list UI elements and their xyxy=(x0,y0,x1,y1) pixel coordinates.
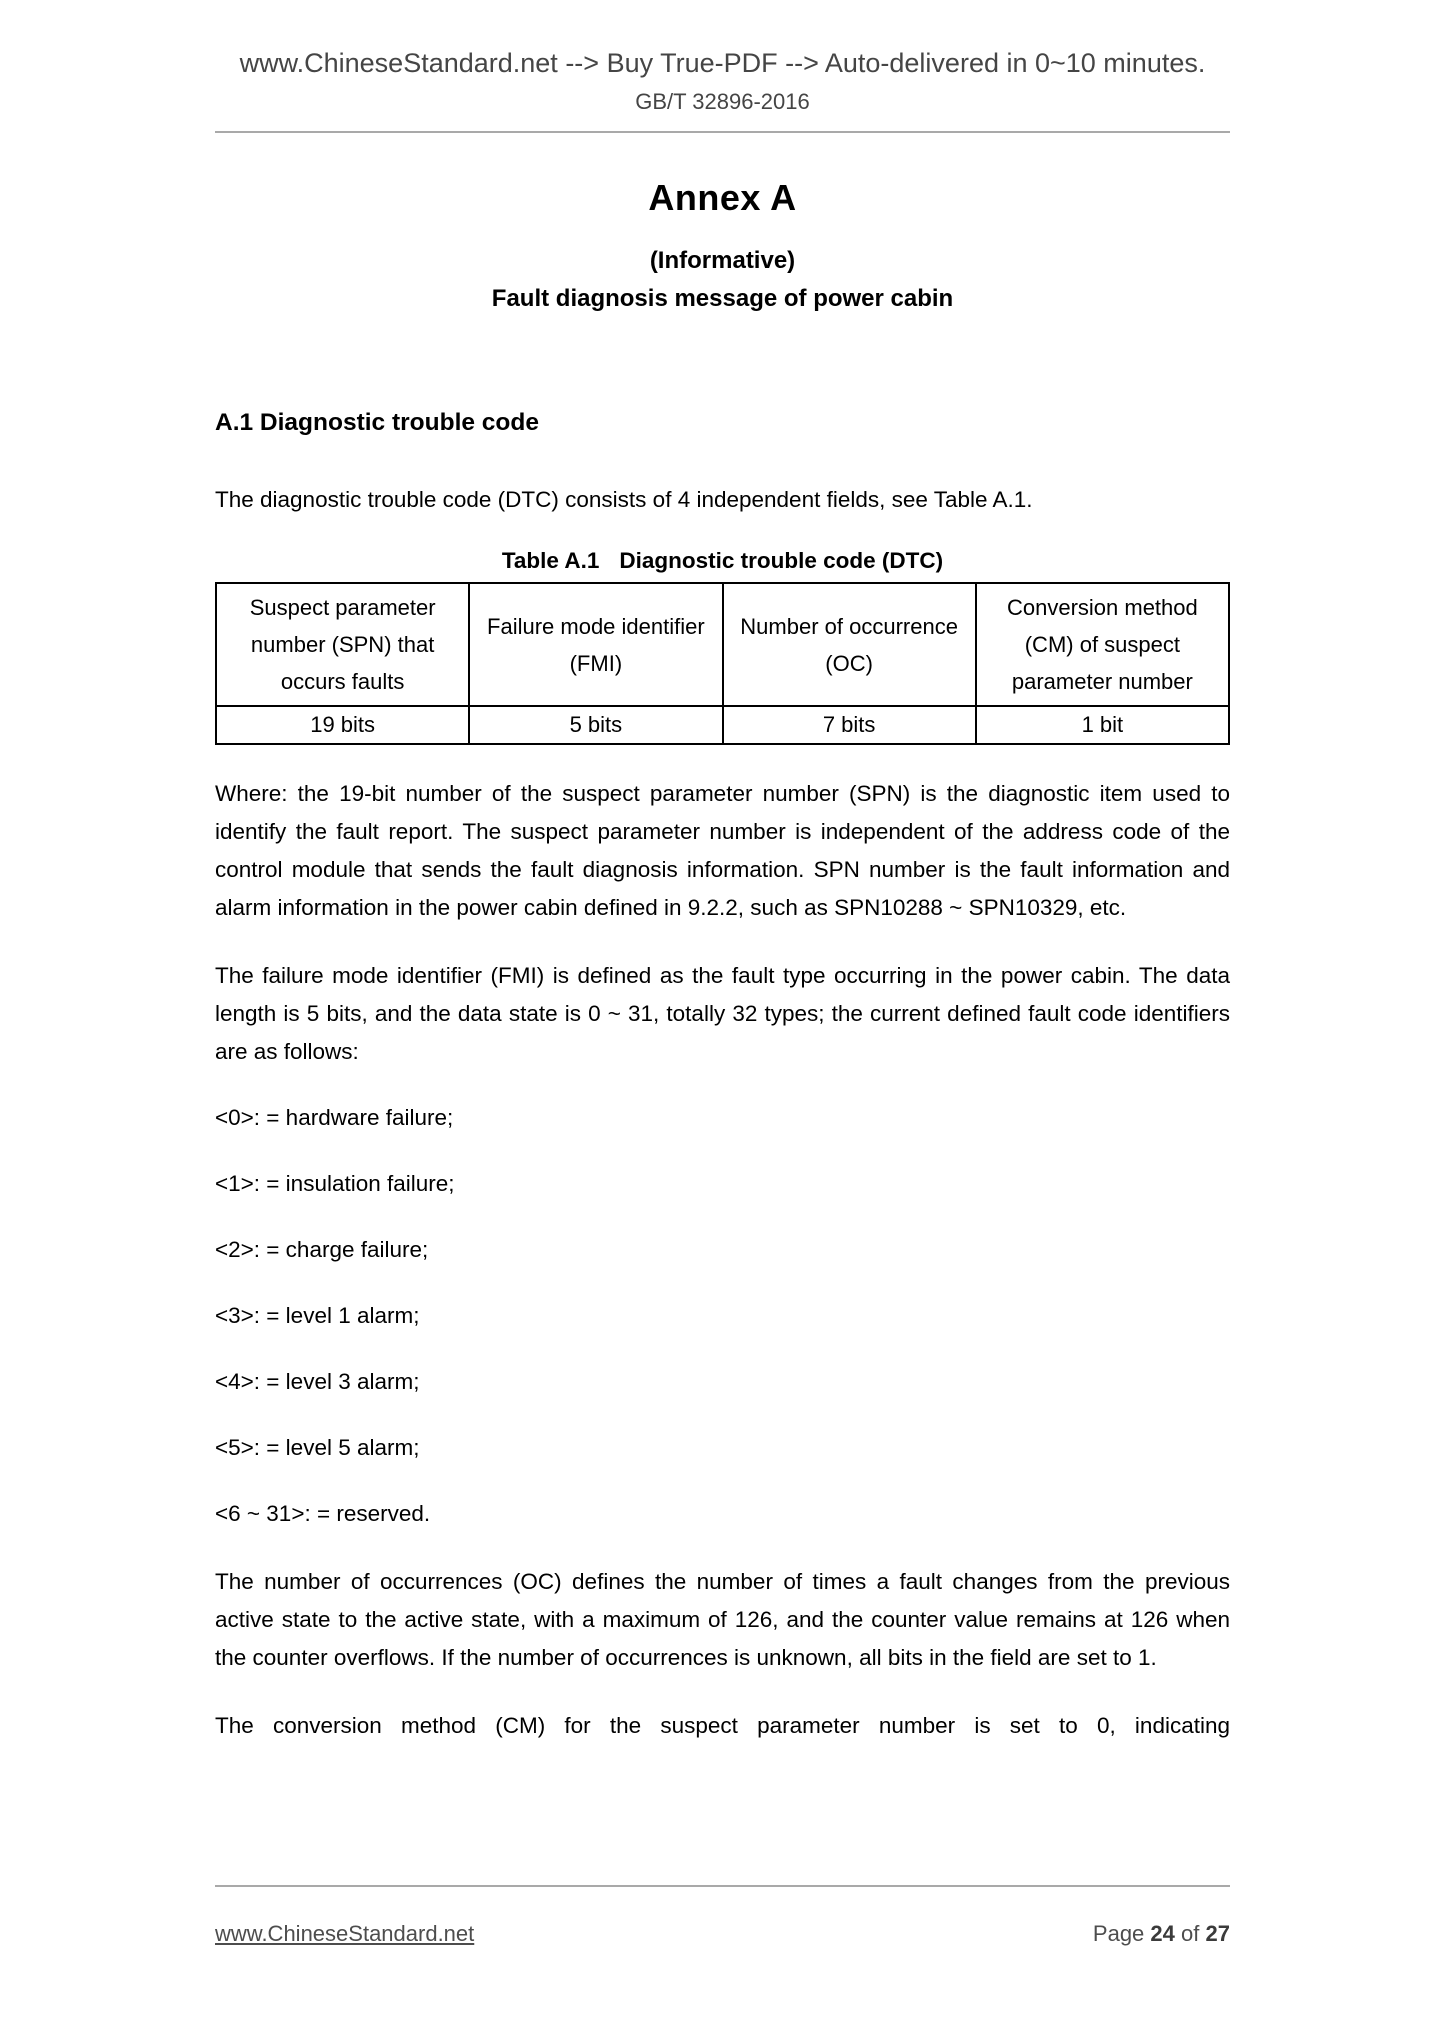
header-divider xyxy=(215,131,1230,133)
paragraph-oc: The number of occurrences (OC) defines the number of times a fault changes from the previous active state to the active state, with a maximum of 126, and the counter value remains at 126 when the counter overflows. If the number of occurrences is unknown, all bits in the field are set to 1. xyxy=(215,1569,1230,1670)
dtc-col-cm-header: Conversion method (CM) of suspect parameter number xyxy=(976,583,1229,706)
fault-code-item-6: <6 ~ 31>: = reserved. xyxy=(215,1501,431,1526)
page-current: 24 xyxy=(1150,1921,1175,1946)
fault-code-item-4: <4>: = level 3 alarm; xyxy=(215,1369,420,1394)
paragraph-cm: The conversion method (CM) for the suspect parameter number is set to 0, indicating xyxy=(215,1713,1230,1738)
dtc-col-cm-bits: 1 bit xyxy=(976,706,1229,744)
section-heading: A.1 Diagnostic trouble code xyxy=(215,409,539,436)
table-caption-title: Diagnostic trouble code (DTC) xyxy=(619,548,944,573)
dtc-col-oc-header: Number of occurrence (OC) xyxy=(723,583,976,706)
fault-code-list xyxy=(215,1099,1230,1533)
page-label: Page xyxy=(1092,1921,1145,1946)
dtc-table-value-row xyxy=(216,706,1229,744)
fault-code-item-0: <0>: = hardware failure; xyxy=(215,1105,454,1130)
fault-code-item-2: <2>: = charge failure; xyxy=(215,1237,429,1262)
page-header xyxy=(0,0,1445,115)
paragraph-spn-where: Where: the 19-bit number of the suspect parameter number (SPN) is the diagnostic item used to identify the fault report. The suspect parameter number is independent of the address code of the control module that sends the fault diagnosis information. SPN number is the fault information and alarm information in the power cabin defined in 9.2.2, such as SPN10288 ~ SPN10329, etc. xyxy=(215,781,1230,920)
page-total: 27 xyxy=(1205,1921,1230,1946)
paragraph-intro: The diagnostic trouble code (DTC) consists of 4 independent fields, see Table A.1. xyxy=(215,487,1033,512)
dtc-col-fmi-bits: 5 bits xyxy=(469,706,722,744)
page-footer xyxy=(215,1885,1230,1947)
dtc-col-spn-header: Suspect parameter number (SPN) that occurs faults xyxy=(216,583,469,706)
page-number xyxy=(1093,1921,1230,1947)
page-of-label: of xyxy=(1181,1921,1200,1946)
paragraph-fmi: The failure mode identifier (FMI) is defined as the fault type occurring in the power cabin. The data length is 5 bits, and the data state is 0 ~ 31, totally 32 types; the current defined fault code identifiers are as follows: xyxy=(215,963,1230,1064)
document-body xyxy=(0,177,1445,1745)
annex-subtitle: Fault diagnosis message of power cabin xyxy=(491,285,954,312)
dtc-col-spn-bits: 19 bits xyxy=(216,706,469,744)
annex-informative-label: (Informative) xyxy=(649,247,796,274)
fault-code-item-3: <3>: = level 1 alarm; xyxy=(215,1303,420,1328)
annex-title: Annex A xyxy=(648,177,797,218)
footer-row xyxy=(215,1921,1230,1947)
fault-code-item-5: <5>: = level 5 alarm; xyxy=(215,1435,420,1460)
fault-code-item-1: <1>: = insulation failure; xyxy=(215,1171,455,1196)
table-caption xyxy=(215,547,1230,574)
dtc-table xyxy=(215,582,1230,745)
header-doc-number: GB/T 32896-2016 xyxy=(635,89,810,114)
dtc-col-fmi-header: Failure mode identifier (FMI) xyxy=(469,583,722,706)
dtc-col-oc-bits: 7 bits xyxy=(723,706,976,744)
footer-site-link[interactable]: www.ChineseStandard.net xyxy=(215,1921,475,1946)
header-banner-text: www.ChineseStandard.net --> Buy True-PDF --> Auto-delivered in 0~10 minutes. xyxy=(239,48,1206,78)
dtc-table-header-row xyxy=(216,583,1229,706)
table-caption-label: Table A.1 xyxy=(501,548,600,573)
footer-divider xyxy=(215,1885,1230,1887)
